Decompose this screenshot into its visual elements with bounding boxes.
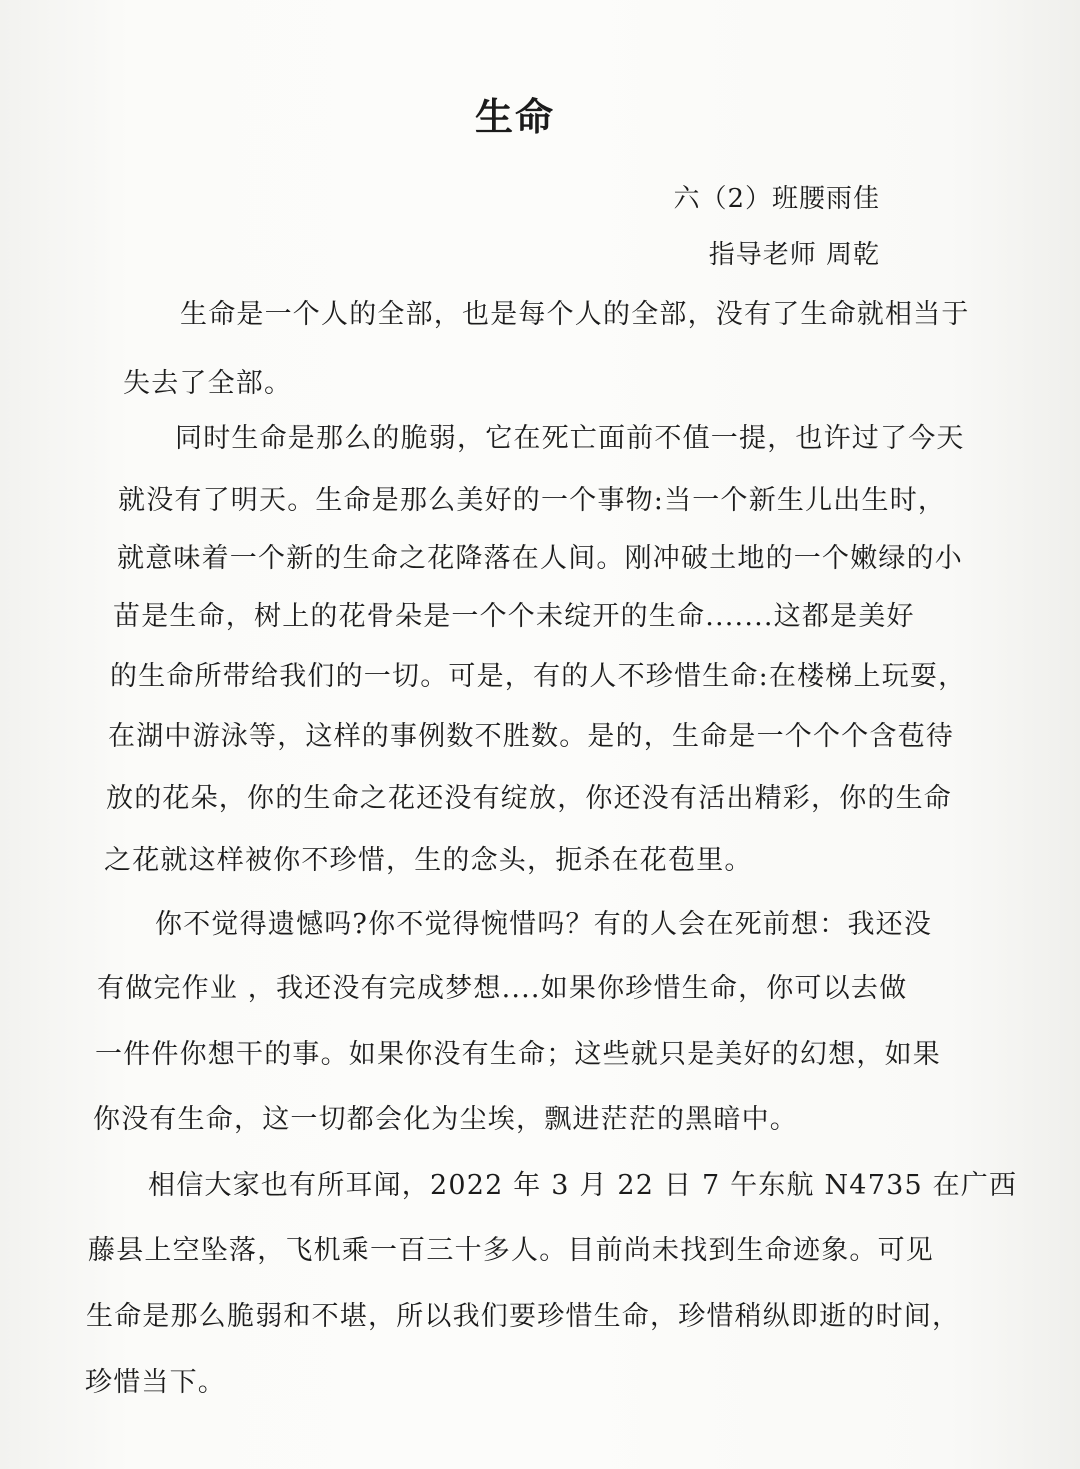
text-line: 的生命所带给我们的一切。可是，有的人不珍惜生命:在楼梯上玩耍， [110,661,967,692]
text-line: 藤县上空坠落，飞机乘一百三十多人。目前尚未找到生命迹象。可见 [88,1235,934,1266]
text-line: 就意味着一个新的生命之花降落在人间。刚冲破土地的一个嫩绿的小 [117,543,963,574]
author-line: 六（2）班腰雨佳 [673,184,880,214]
text-line: 苗是生命，树上的花骨朵是一个个未绽开的生命.......这都是美好 [113,601,915,632]
text-line: 你没有生命，这一切都会化为尘埃，飘进茫茫的黑暗中。 [93,1104,798,1135]
text-line: 你不觉得遗憾吗?你不觉得惋惜吗？有的人会在死前想：我还没 [155,909,933,940]
text-line: 同时生命是那么的脆弱，它在死亡面前不值一提，也许过了今天 [175,423,965,454]
text-line: 珍惜当下。 [85,1367,226,1398]
text-line: 相信大家也有所耳闻，2022 年 3 月 22 日 7 午东航 N4735 在广西 [148,1170,1018,1201]
text-line: 生命是一个人的全部，也是每个人的全部，没有了生命就相当于 [180,299,970,330]
text-line: 有做完作业 ，我还没有完成梦想....如果你珍惜生命，你可以去做 [97,973,908,1004]
text-line: 失去了全部。 [123,368,293,399]
text-line: 在湖中游泳等，这样的事例数不胜数。是的，生命是一个个个含苞待 [108,721,954,752]
teacher-line: 指导老师 周乾 [708,240,880,270]
text-line: 之花就这样被你不珍惜，生的念头，扼杀在花苞里。 [104,845,753,876]
text-line: 生命是那么脆弱和不堪，所以我们要珍惜生命，珍惜稍纵即逝的时间， [86,1301,961,1332]
text-line: 就没有了明天。生命是那么美好的一个事物:当一个新生儿出生时， [118,485,947,516]
text-line: 放的花朵，你的生命之花还没有绽放，你还没有活出精彩，你的生命 [106,783,952,814]
essay-title: 生命 [474,95,555,139]
text-line: 一件件你想干的事。如果你没有生命；这些就只是美好的幻想，如果 [95,1039,941,1070]
